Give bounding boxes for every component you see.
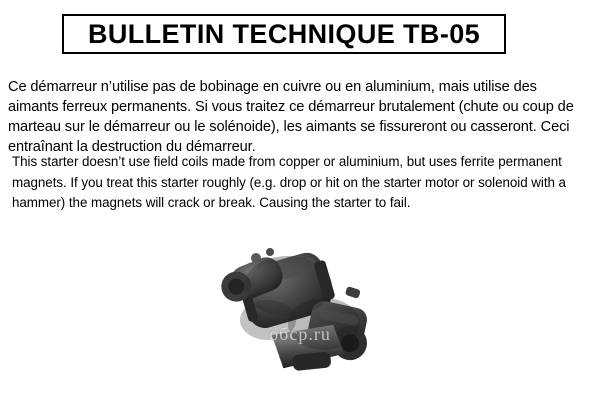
- paragraph-french: Ce démarreur n’utilise pas de bobinage en cuivre ou en aluminium, mais utilise des aimants ferreux permanents. Si vous traitez ce démarreur brutalement (chute ou coup de marteau sur le démarreur ou le solénoide), les aimants se fissureront ou casseront. Ceci entraînant la destruction du démarreur.: [8, 78, 574, 155]
- starter-motor-illustration: [196, 228, 404, 380]
- title-banner: [62, 14, 506, 54]
- page-title: BULLETIN TECHNIQUE TB-05: [87, 18, 481, 49]
- watermark-text: обср.ru: [269, 324, 331, 344]
- paragraph-english: This starter doesn’t use field coils made from copper or aluminium, but uses ferrite permanent magnets. If you treat this starter roughly (e.g. drop or hit on the starter motor or solenoid with a hammer) the magnets will crack or break. Causing the starter to fail.: [12, 154, 566, 211]
- starter-motor-photo: [196, 228, 404, 380]
- title-box: [62, 14, 506, 54]
